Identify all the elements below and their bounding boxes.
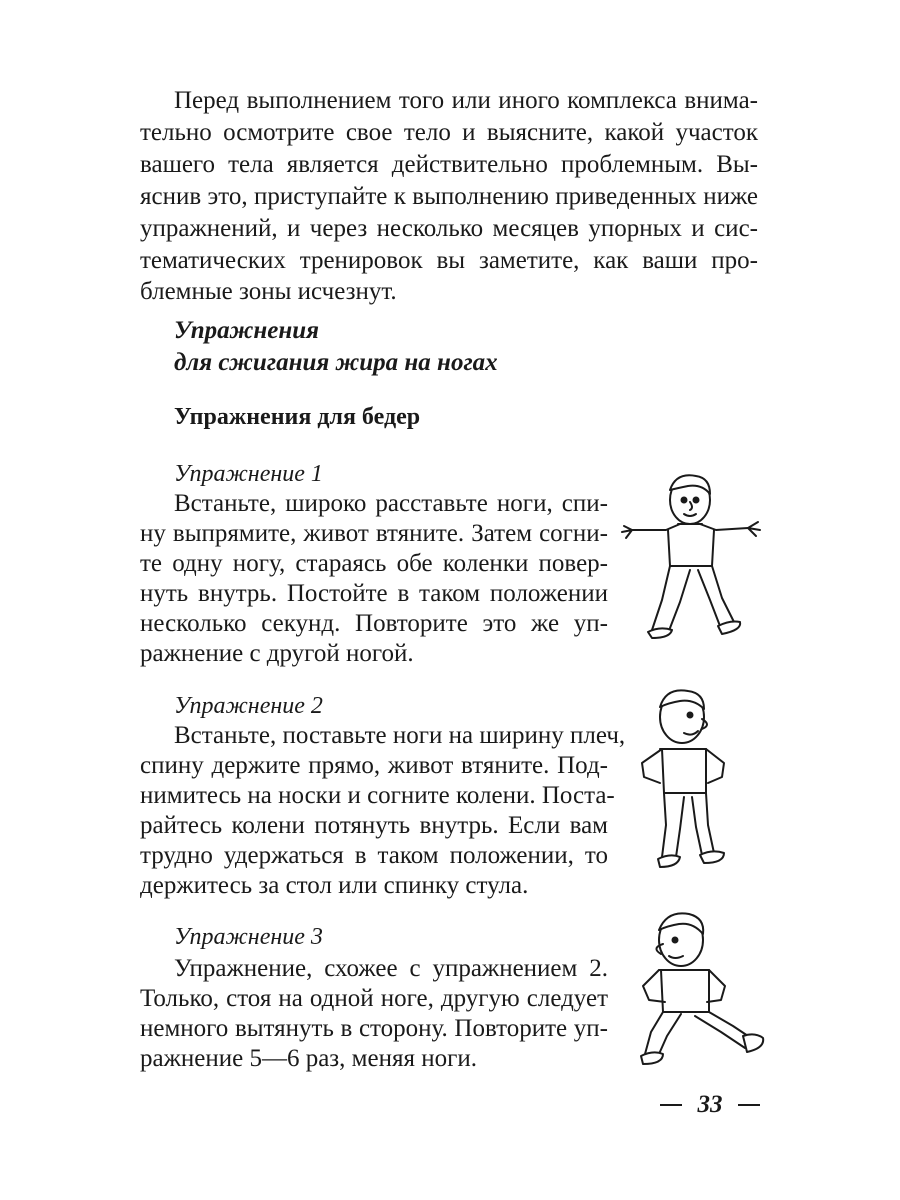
exercise-1-line-4: нуть внутрь. Постойте в таком положении bbox=[140, 580, 608, 607]
exercise-2-line-4: райтесь колени потянуть внутрь. Если вам bbox=[140, 812, 608, 839]
intro-line-2: тельно осмотрите свое тело и выясните, какой участок bbox=[140, 119, 758, 146]
exercise-2-illustration bbox=[628, 685, 748, 880]
exercise-1-line-3: те одну ногу, стараясь обе коленки повер- bbox=[140, 550, 608, 577]
intro-line-1: Перед выполнением того или иного комплекса внима- bbox=[174, 87, 758, 114]
exercise-1-line-2: ну выпрямите, живот втяните. Затем согни- bbox=[140, 520, 608, 547]
intro-line-6: тематических тренировок вы заметите, как ваши про- bbox=[140, 247, 758, 274]
intro-line-3: вашего тела является действительно проблемным. Вы- bbox=[140, 151, 758, 178]
exercise-2-line-3: нимитесь на носки и согните колени. Поста- bbox=[140, 782, 615, 809]
exercise-1-title: Упражнение 1 bbox=[174, 461, 323, 487]
section-subheading: Упражнения для бедер bbox=[174, 404, 421, 430]
exercise-3-illustration bbox=[625, 908, 775, 1078]
exercise-3-line-4: ражнение 5—6 раз, меняя ноги. bbox=[140, 1045, 477, 1072]
exercise-3-line-3: немного вытянуть в сторону. Повторите уп- bbox=[140, 1015, 608, 1042]
intro-line-5: упражнений, и через несколько месяцев упорных и сис- bbox=[140, 215, 758, 242]
exercise-1-illustration bbox=[618, 470, 768, 650]
page-number-dash-right bbox=[738, 1104, 760, 1106]
exercise-1-line-6: ражнение с другой ногой. bbox=[140, 640, 414, 667]
section-title-line-1: Упражнения bbox=[174, 317, 320, 344]
exercise-2-line-2: спину держите прямо, живот втяните. Под- bbox=[140, 752, 608, 779]
intro-line-4: яснив это, приступайте к выполнению приведенных ниже bbox=[140, 183, 758, 210]
exercise-3-line-2: Только, стоя на одной ноге, другую следует bbox=[140, 985, 608, 1012]
intro-line-7: блемные зоны исчезнут. bbox=[140, 278, 397, 305]
page-number-value: 33 bbox=[697, 1091, 723, 1118]
page-number bbox=[660, 1090, 760, 1120]
exercise-2-line-6: держитесь за стол или спинку стула. bbox=[140, 872, 529, 899]
exercise-1-line-1: Встаньте, широко расставьте ноги, спи- bbox=[174, 490, 608, 517]
section-title-line-2: для сжигания жира на ногах bbox=[174, 349, 498, 376]
exercise-3-title: Упражнение 3 bbox=[174, 924, 323, 950]
exercise-2-line-1: Встаньте, поставьте ноги на ширину плеч, bbox=[174, 722, 626, 749]
exercise-2-line-5: трудно удержаться в таком положении, то bbox=[140, 842, 608, 869]
exercise-3-line-1: Упражнение, схожее с упражнением 2. bbox=[174, 955, 608, 982]
exercise-2-title: Упражнение 2 bbox=[174, 693, 323, 719]
exercise-1-line-5: несколько секунд. Повторите это же уп- bbox=[140, 610, 608, 637]
page-number-dash-left bbox=[660, 1104, 682, 1106]
